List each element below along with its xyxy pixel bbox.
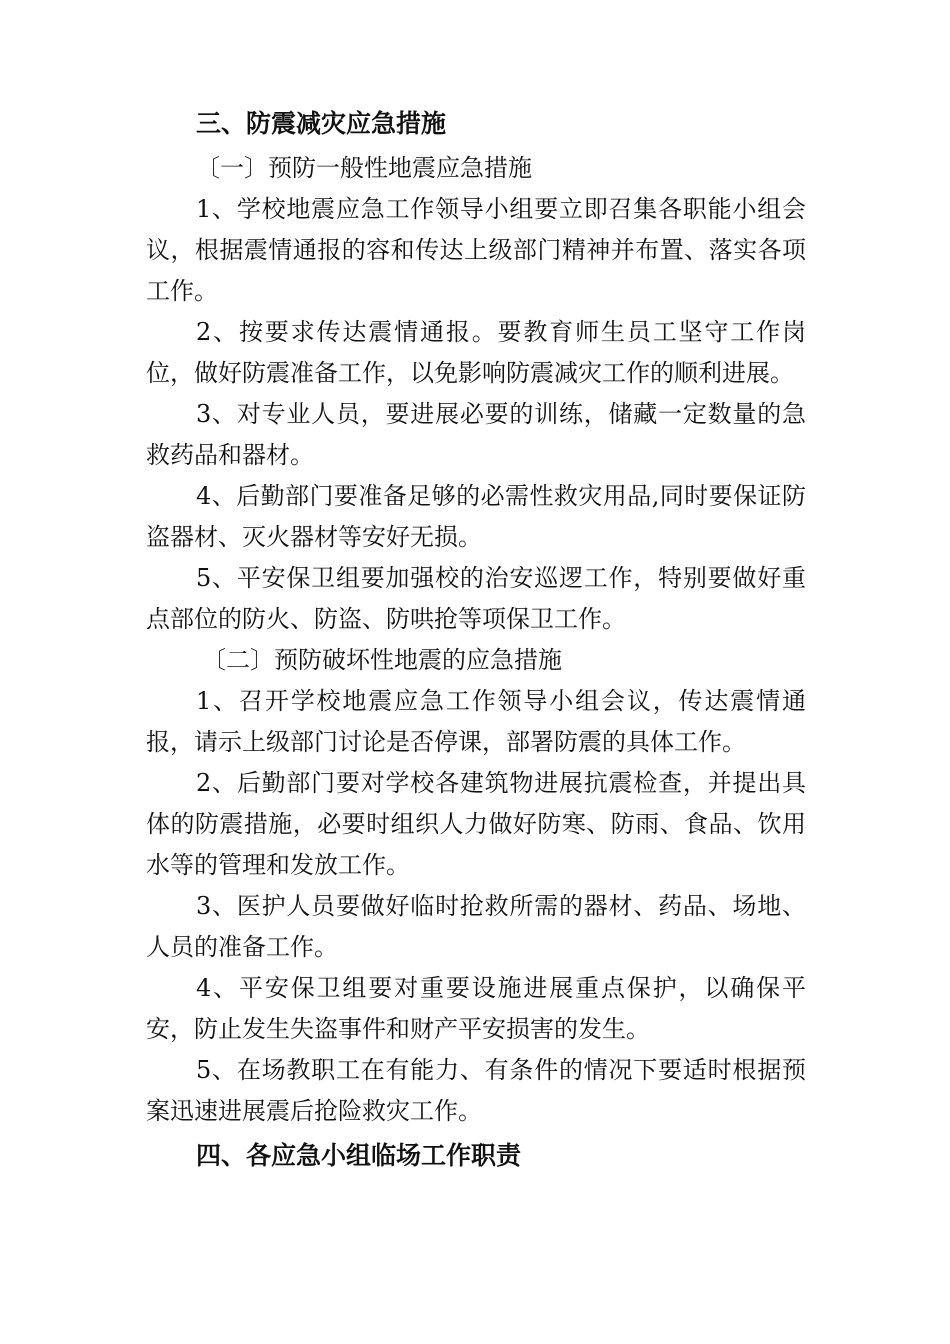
section-heading-3: 三、防震减灾应急措施 <box>196 109 447 138</box>
paragraph-2-2: 2、后勤部门要对学校各建筑物进展抗震检查，并提出具体的防震措施，必要时组织人力做好防寒、防雨、食品、饮用水等的管理和发放工作。 <box>146 769 806 879</box>
paragraph-2-1: 1、召开学校地震应急工作领导小组会议，传达震情通报，请示上级部门讨论是否停课，部署防震的具体工作。 <box>146 687 806 756</box>
document-body <box>146 100 806 1180</box>
subsection-title-1: 〔一〕预防一般性地震应急措施 <box>196 154 532 182</box>
subsection-title-2: 〔二〕预防破坏性地震的应急措施 <box>202 646 562 674</box>
paragraph-2-3: 3、医护人员要做好临时抢救所需的器材、药品、场地、人员的准备工作。 <box>146 892 806 961</box>
paragraph-1-3: 3、对专业人员，要进展必要的训练，储藏一定数量的急救药品和器材。 <box>146 400 806 469</box>
paragraph-1-4: 4、后勤部门要准备足够的必需性救灾用品,同时要保证防盗器材、灭火器材等安好无损。 <box>146 482 806 551</box>
paragraph-1-1: 1、学校地震应急工作领导小组要立即召集各职能小组会议，根据震情通报的容和传达上级部门精神并布置、落实各项工作。 <box>146 195 806 305</box>
paragraph-1-5: 5、平安保卫组要加强校的治安巡逻工作，特别要做好重点部位的防火、防盗、防哄抢等项保卫工作。 <box>146 564 806 633</box>
paragraph-2-5: 5、在场教职工在有能力、有条件的情况下要适时根据预案迅速进展震后抢险救灾工作。 <box>146 1056 806 1125</box>
paragraph-1-2: 2、按要求传达震情通报。要教育师生员工坚守工作岗位，做好防震准备工作，以免影响防震减灾工作的顺利进展。 <box>146 318 806 387</box>
section-heading-4: 四、各应急小组临场工作职责 <box>196 1141 522 1170</box>
paragraph-2-4: 4、平安保卫组要对重要设施进展重点保护，以确保平安，防止发生失盗事件和财产平安损害的发生。 <box>146 974 806 1043</box>
